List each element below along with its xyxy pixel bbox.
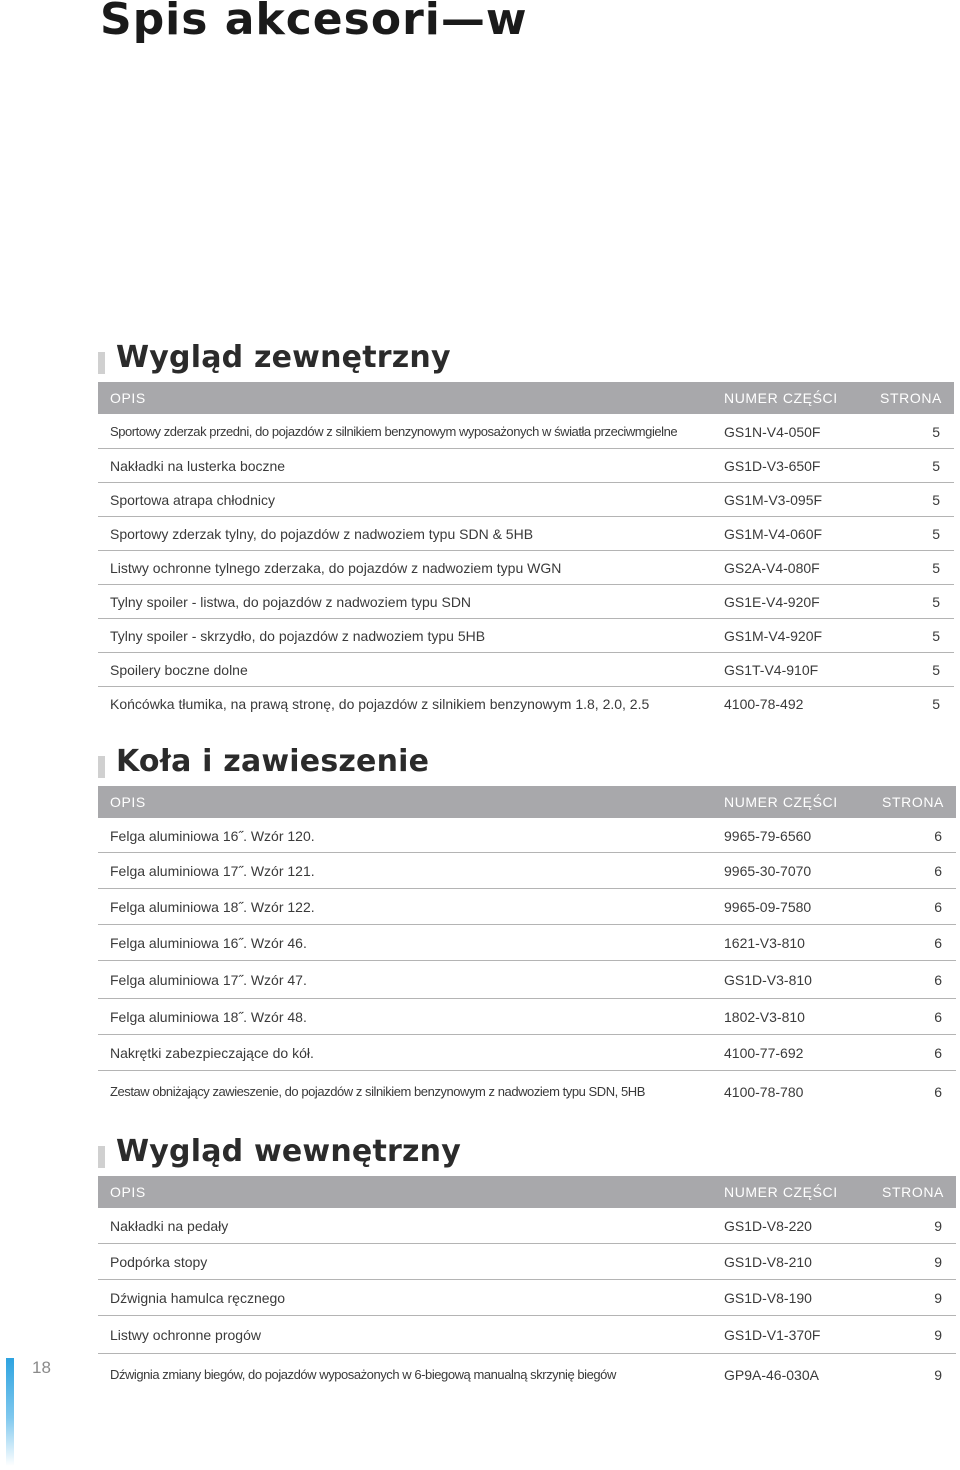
cell-part-number: 9965-30-7070 (724, 863, 812, 879)
cell-part-number: GS1D-V8-190 (724, 1290, 812, 1306)
column-header-desc: OPIS (110, 1184, 146, 1200)
cell-page: 9 (934, 1218, 942, 1234)
cell-page: 5 (932, 424, 940, 440)
table-row (98, 1280, 956, 1316)
cell-description: Spoilery boczne dolne (110, 662, 248, 678)
cell-description: Dźwignia hamulca ręcznego (110, 1290, 286, 1306)
cell-page: 5 (932, 696, 940, 712)
cell-description: Nakrętki zabezpieczające do kół. (110, 1045, 314, 1061)
cell-part-number: GS2A-V4-080F (724, 560, 820, 576)
cell-page: 6 (934, 1009, 942, 1025)
section-wheels-suspension (98, 744, 956, 1111)
cell-description: Felga aluminiowa 17˝. Wzór 121. (110, 863, 315, 879)
table-row (98, 1208, 956, 1244)
heading-marker (98, 352, 105, 374)
table-row (98, 1354, 956, 1396)
cell-page: 9 (934, 1367, 942, 1383)
page-title: Spis akcesori—w (100, 0, 528, 45)
cell-part-number: 4100-77-692 (724, 1045, 804, 1061)
cell-description: Listwy ochronne progów (110, 1327, 261, 1343)
column-header-page: STRONA (882, 794, 944, 810)
cell-page: 5 (932, 594, 940, 610)
cell-description: Felga aluminiowa 16˝. Wzór 46. (110, 935, 307, 951)
cell-page: 5 (932, 492, 940, 508)
cell-page: 6 (934, 899, 942, 915)
cell-description: Tylny spoiler - skrzydło, do pojazdów z nadwoziem typu 5HB (110, 628, 486, 644)
table-row (98, 585, 954, 619)
cell-part-number: GS1T-V4-910F (724, 662, 819, 678)
column-header-part-number: NUMER CZĘŚCI (724, 794, 838, 810)
cell-part-number: 1621-V3-810 (724, 935, 805, 951)
cell-part-number: GS1D-V1-370F (724, 1327, 821, 1343)
cell-description: Tylny spoiler - listwa, do pojazdów z nadwoziem typu SDN (110, 594, 472, 610)
cell-description: Felga aluminiowa 18˝. Wzór 122. (110, 899, 315, 915)
table-row (98, 1244, 956, 1280)
cell-part-number: 4100-78-780 (724, 1084, 804, 1100)
table-row (98, 961, 956, 999)
table-row (98, 1071, 956, 1111)
column-header-part-number: NUMER CZĘŚCI (724, 1184, 838, 1200)
table-header (98, 1176, 956, 1208)
cell-part-number: GP9A-46-030A (724, 1367, 819, 1383)
table-header (98, 382, 954, 414)
cell-part-number: 4100-78-492 (724, 696, 804, 712)
cell-description: Końcówka tłumika, na prawą stronę, do pojazdów z silnikiem benzynowym 1.8, 2.0, 2.5 (110, 696, 650, 712)
cell-description: Felga aluminiowa 18˝. Wzór 48. (110, 1009, 307, 1025)
cell-description: Zestaw obniżający zawieszenie, do pojazdów z silnikiem benzynowym z nadwoziem typu SDN, 5HB (110, 1084, 645, 1099)
table-row (98, 925, 956, 961)
cell-part-number: 1802-V3-810 (724, 1009, 805, 1025)
column-header-desc: OPIS (110, 390, 146, 406)
table-row (98, 414, 954, 449)
cell-part-number: GS1M-V4-060F (724, 526, 823, 542)
table-row (98, 449, 954, 483)
cell-description: Sportowa atrapa chłodnicy (110, 492, 275, 508)
cell-page: 6 (934, 1045, 942, 1061)
cell-page: 9 (934, 1290, 942, 1306)
cell-description: Podpórka stopy (110, 1254, 208, 1270)
table-row (98, 889, 956, 925)
cell-page: 6 (934, 1084, 942, 1100)
cell-page: 5 (932, 628, 940, 644)
table-row (98, 999, 956, 1035)
cell-part-number: 9965-79-6560 (724, 828, 812, 844)
cell-description: Dźwignia zmiany biegów, do pojazdów wyposażonych w 6-biegową manualną skrzynię biegów (110, 1367, 616, 1382)
section-heading (98, 744, 956, 786)
page-number: 18 (32, 1358, 51, 1377)
cell-page: 6 (934, 828, 942, 844)
section-heading (98, 1134, 956, 1176)
section-title: Koła i zawieszenie (116, 744, 430, 779)
section-title: Wygląd wewnętrzny (116, 1134, 461, 1169)
table-row (98, 653, 954, 687)
cell-description: Listwy ochronne tylnego zderzaka, do pojazdów z nadwoziem typu WGN (110, 560, 562, 576)
cell-description: Nakładki na lusterka boczne (110, 458, 286, 474)
table-row (98, 818, 956, 853)
cell-part-number: GS1M-V4-920F (724, 628, 823, 644)
cell-part-number: GS1D-V3-810 (724, 972, 812, 988)
cell-description: Felga aluminiowa 16˝. Wzór 120. (110, 828, 315, 844)
cell-part-number: GS1D-V3-650F (724, 458, 821, 474)
cell-part-number: 9965-09-7580 (724, 899, 812, 915)
column-header-desc: OPIS (110, 794, 146, 810)
cell-part-number: GS1D-V8-210 (724, 1254, 812, 1270)
cell-description: Nakładki na pedały (110, 1218, 229, 1234)
cell-page: 5 (932, 526, 940, 542)
table-row (98, 619, 954, 653)
table-row (98, 483, 954, 517)
column-header-part-number: NUMER CZĘŚCI (724, 390, 838, 406)
page-edge-stripe (6, 1358, 14, 1466)
cell-page: 6 (934, 972, 942, 988)
column-header-page: STRONA (880, 390, 942, 406)
cell-page: 6 (934, 863, 942, 879)
cell-page: 9 (934, 1254, 942, 1270)
cell-page: 6 (934, 935, 942, 951)
cell-page: 9 (934, 1327, 942, 1343)
cell-page: 5 (932, 662, 940, 678)
table-header (98, 786, 956, 818)
table-row (98, 687, 954, 720)
cell-description: Felga aluminiowa 17˝. Wzór 47. (110, 972, 307, 988)
cell-page: 5 (932, 560, 940, 576)
cell-part-number: GS1D-V8-220 (724, 1218, 812, 1234)
table-row (98, 1035, 956, 1071)
table-row (98, 853, 956, 889)
column-header-page: STRONA (882, 1184, 944, 1200)
table-row (98, 517, 954, 551)
section-heading (98, 340, 954, 382)
heading-marker (98, 1146, 105, 1168)
section-title: Wygląd zewnętrzny (116, 340, 451, 375)
cell-part-number: GS1M-V3-095F (724, 492, 823, 508)
table-row (98, 551, 954, 585)
section-exterior (98, 340, 954, 720)
heading-marker (98, 756, 105, 778)
cell-description: Sportowy zderzak przedni, do pojazdów z silnikiem benzynowym wyposażonych w światła przeciwmgielne (110, 424, 678, 439)
section-interior (98, 1134, 956, 1396)
cell-page: 5 (932, 458, 940, 474)
table-row (98, 1316, 956, 1354)
cell-description: Sportowy zderzak tylny, do pojazdów z nadwoziem typu SDN & 5HB (110, 526, 534, 542)
cell-part-number: GS1E-V4-920F (724, 594, 820, 610)
cell-part-number: GS1N-V4-050F (724, 424, 821, 440)
